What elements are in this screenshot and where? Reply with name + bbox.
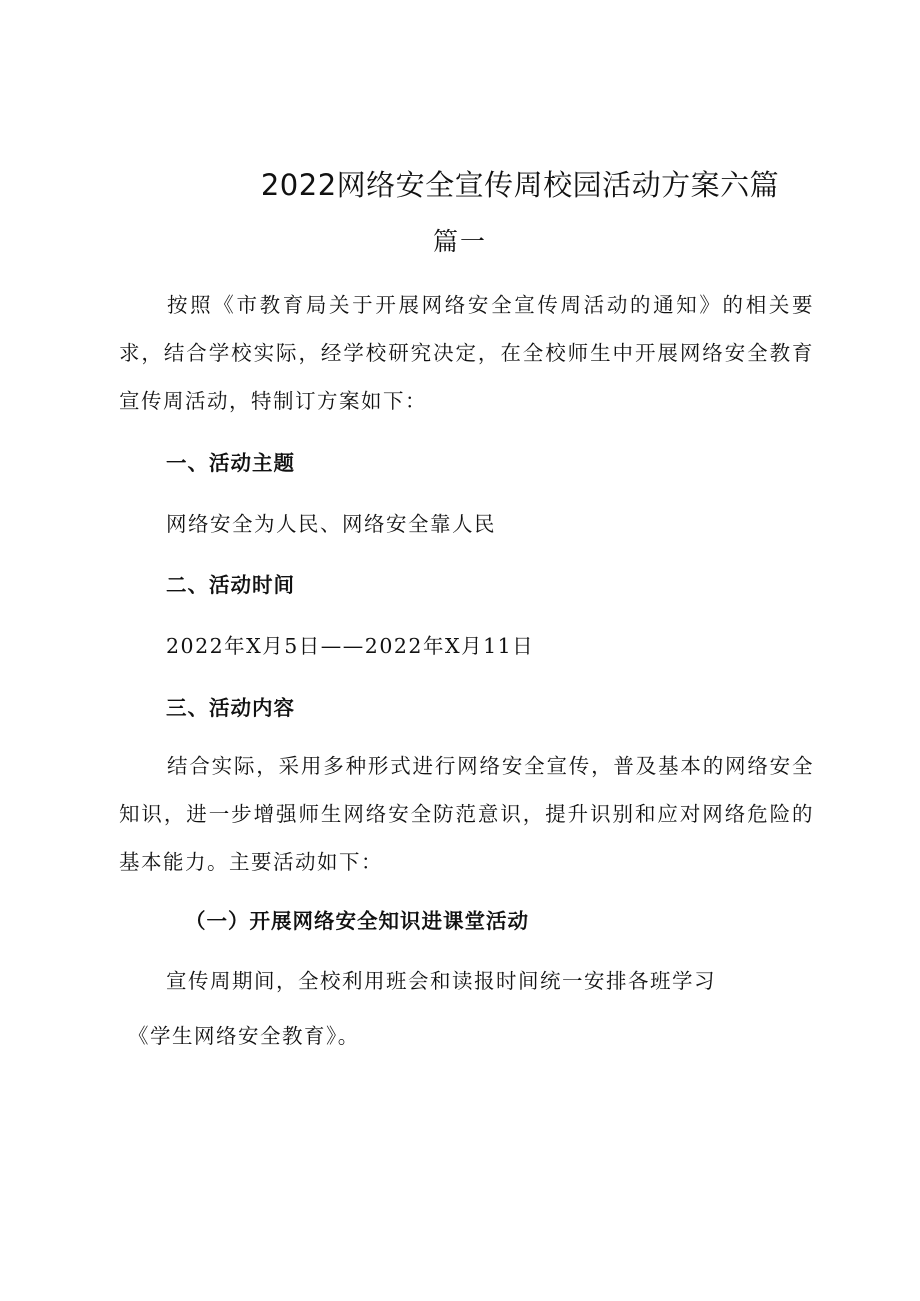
document-subtitle: 篇一 bbox=[432, 227, 487, 256]
section-text-content: 结合实际，采用多种形式进行网络安全宣传，普及基本的网络安全知识，进一步增强师生网络安全防范意识，提升识别和应对网络危险的基本能力。主要活动如下： bbox=[119, 754, 814, 874]
subsection-text-classroom: 宣传周期间，全校利用班会和读报时间统一安排各班学习 bbox=[166, 969, 716, 993]
section-text-time: 2022年X月5日——2022年X月11日 bbox=[166, 634, 535, 658]
subsection-heading-classroom: （一）开展网络安全知识进课堂活动 bbox=[185, 909, 529, 933]
subsection-text-classroom-cont: 《学生网络安全教育》。 bbox=[128, 1024, 360, 1048]
section-heading-theme: 一、活动主题 bbox=[166, 451, 295, 475]
section-heading-content: 三、活动内容 bbox=[166, 696, 295, 720]
document-title: 2022网络安全宣传周校园活动方案六篇 bbox=[260, 168, 780, 202]
intro-paragraph: 按照《市教育局关于开展网络安全宣传周活动的通知》的相关要求，结合学校实际，经学校研究决定，在全校师生中开展网络安全教育宣传周活动，特制订方案如下： bbox=[119, 293, 814, 413]
section-heading-time: 二、活动时间 bbox=[166, 573, 295, 597]
section-text-theme: 网络安全为人民、网络安全靠人民 bbox=[166, 512, 496, 536]
